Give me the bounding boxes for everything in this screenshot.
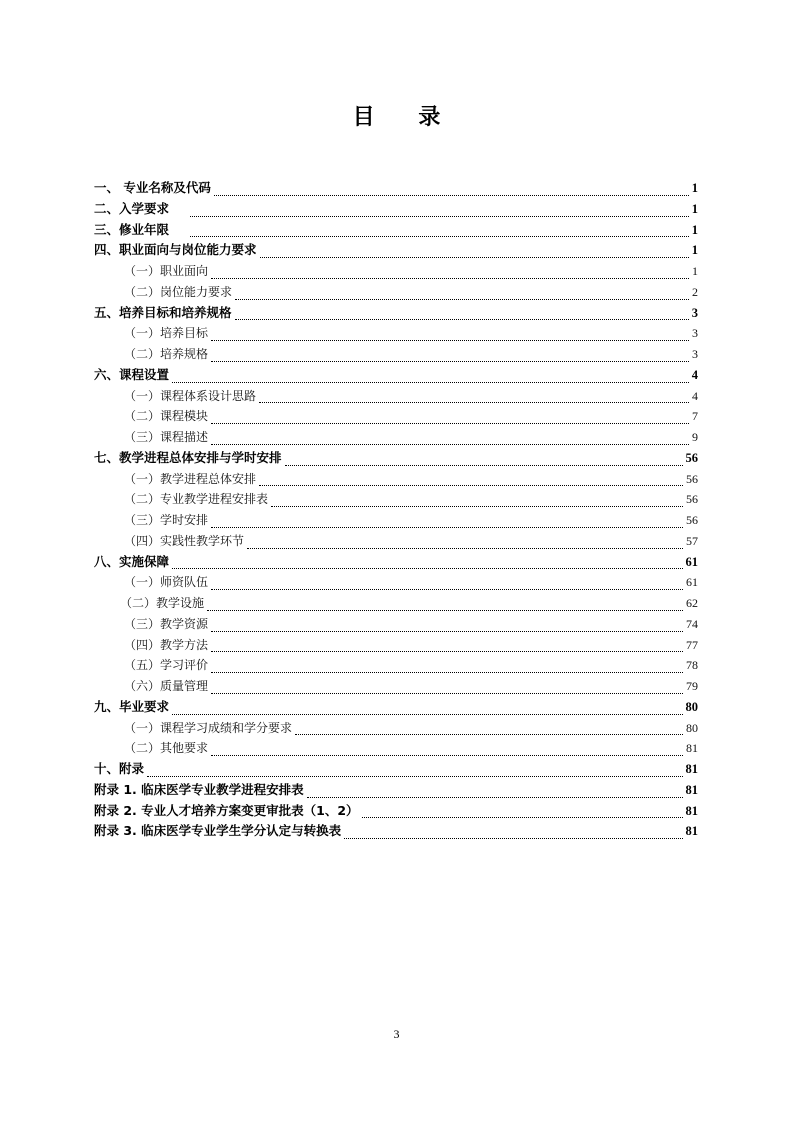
toc-dot-leader xyxy=(147,776,682,777)
toc-entry-section[interactable] xyxy=(94,552,698,573)
toc-entry-subsection[interactable] xyxy=(94,261,698,282)
toc-entry-section[interactable] xyxy=(94,303,698,324)
toc-entry-section[interactable] xyxy=(94,365,698,386)
toc-entry-page: 1 xyxy=(691,201,698,216)
toc-entry-page: 1 xyxy=(691,222,698,237)
toc-entry-page: 57 xyxy=(686,533,698,548)
page-title: 目 录 xyxy=(352,105,459,130)
toc-entry-label: 三、修业年限 xyxy=(94,221,170,237)
toc-entry-label: （四）教学方法 xyxy=(124,637,209,652)
toc-entry-page: 56 xyxy=(685,450,698,465)
toc-entry-page: 61 xyxy=(685,554,698,569)
toc-entry-subsection[interactable] xyxy=(94,344,698,365)
toc-entry-subsection[interactable] xyxy=(94,510,698,531)
toc-entry-label: （一）培养目标 xyxy=(124,326,209,341)
toc-entry-label: （二）课程模块 xyxy=(124,409,209,424)
toc-entry-label: （一）师资队伍 xyxy=(124,575,209,590)
toc-entry-page: 2 xyxy=(692,284,698,299)
toc-entry-label: 六、课程设置 xyxy=(94,366,170,382)
toc-entry-label: 九、毕业要求 xyxy=(94,698,170,714)
toc-dot-leader xyxy=(362,817,683,818)
toc-dot-leader xyxy=(211,755,683,756)
toc-entry-section[interactable] xyxy=(94,240,698,261)
toc-entry-label: （一）课程体系设计思路 xyxy=(124,388,257,403)
toc-dot-leader xyxy=(235,319,689,320)
toc-entry-page: 3 xyxy=(692,326,698,341)
toc-entry-label: （一）课程学习成绩和学分要求 xyxy=(124,720,293,735)
toc-entry-subsection[interactable] xyxy=(94,614,698,635)
toc-entry-section[interactable] xyxy=(94,697,698,718)
toc-entry-subsection[interactable] xyxy=(94,655,698,676)
toc-entry-subsection[interactable] xyxy=(94,406,698,427)
toc-dot-leader xyxy=(172,382,689,383)
toc-entry-page: 56 xyxy=(686,513,698,527)
toc-dot-leader xyxy=(235,299,689,300)
toc-entry-label: 二、入学要求 xyxy=(94,200,170,216)
toc-entry-page: 61 xyxy=(686,575,698,590)
toc-dot-leader xyxy=(285,465,683,466)
toc-entry-label: （二）教学设施 xyxy=(120,596,205,610)
toc-entry-label: 附录 2. 专业人才培养方案变更审批表（1、2） xyxy=(94,802,359,818)
toc-entry-label: （一）教学进程总体安排 xyxy=(124,471,257,486)
toc-entry-page: 81 xyxy=(685,762,698,776)
toc-entry-section[interactable] xyxy=(94,780,698,801)
toc-entry-label: （三）教学资源 xyxy=(124,616,209,631)
toc-dot-leader xyxy=(207,610,683,611)
page-number: 3 xyxy=(393,1027,400,1041)
toc-entry-label: （二）专业教学进程安排表 xyxy=(124,492,269,507)
toc-entry-page: 80 xyxy=(685,699,698,714)
toc-entry-subsection[interactable] xyxy=(94,489,698,510)
toc-entry-page: 1 xyxy=(692,264,698,278)
toc-dot-leader xyxy=(190,236,689,237)
toc-dot-leader xyxy=(190,216,689,217)
toc-entry-subsection[interactable] xyxy=(94,738,698,759)
toc-entry-label: （二）培养规格 xyxy=(124,347,209,361)
toc-dot-leader xyxy=(172,568,682,569)
toc-entry-page: 7 xyxy=(692,409,698,424)
toc-entry-section[interactable] xyxy=(94,801,698,822)
toc-dot-leader xyxy=(295,734,683,735)
toc-entry-label: 八、实施保障 xyxy=(94,553,170,569)
toc-entry-label: 十、附录 xyxy=(94,761,145,776)
toc-entry-subsection[interactable] xyxy=(94,323,698,344)
toc-entry-label: （三）课程描述 xyxy=(124,430,209,444)
toc-entry-section[interactable] xyxy=(94,448,698,469)
toc-entry-label: 四、职业面向与岗位能力要求 xyxy=(94,242,257,258)
toc-entry-page: 78 xyxy=(686,658,698,673)
toc-entry-subsection[interactable] xyxy=(94,469,698,490)
toc-entry-subsection[interactable] xyxy=(94,593,698,614)
toc-entry-page: 62 xyxy=(686,596,698,610)
toc-entry-label: （二）岗位能力要求 xyxy=(124,284,233,299)
toc-entry-label: （五）学习评价 xyxy=(124,658,209,673)
toc-dot-leader xyxy=(211,423,689,424)
toc-entry-section[interactable] xyxy=(94,199,698,220)
toc-entry-page: 81 xyxy=(685,824,698,839)
toc-entry-page: 4 xyxy=(691,367,698,382)
toc-entry-label: （六）质量管理 xyxy=(124,679,209,693)
toc-entry-page: 77 xyxy=(686,637,698,652)
toc-entry-page: 81 xyxy=(686,741,698,756)
toc-dot-leader xyxy=(211,651,683,652)
toc-entry-section[interactable] xyxy=(94,821,698,842)
toc-entry-section[interactable] xyxy=(94,220,698,241)
toc-entry-page: 3 xyxy=(691,305,698,320)
toc-entry-section[interactable] xyxy=(94,178,698,199)
toc-entry-subsection[interactable] xyxy=(94,386,698,407)
toc-entry-subsection[interactable] xyxy=(94,676,698,697)
toc-entry-page: 9 xyxy=(692,430,698,444)
toc-dot-leader xyxy=(211,444,689,445)
toc-entry-label: 一、 专业名称及代码 xyxy=(94,180,211,195)
toc-entry-subsection[interactable] xyxy=(94,718,698,739)
toc-dot-leader xyxy=(211,527,683,528)
toc-dot-leader xyxy=(211,340,689,341)
toc-entry-page: 56 xyxy=(686,492,698,507)
toc-entry-label: 七、教学进程总体安排与学时安排 xyxy=(94,449,282,465)
toc-entry-page: 1 xyxy=(691,243,698,258)
toc-dot-leader xyxy=(260,257,689,258)
toc-dot-leader xyxy=(247,548,683,549)
toc-entry-label: （三）学时安排 xyxy=(124,513,209,527)
toc-dot-leader xyxy=(211,693,683,694)
toc-dot-leader xyxy=(211,672,683,673)
toc-entry-subsection[interactable] xyxy=(94,282,698,303)
toc-dot-leader xyxy=(211,589,683,590)
toc-dot-leader xyxy=(211,631,683,632)
toc-entry-page: 81 xyxy=(685,782,698,797)
toc-dot-leader xyxy=(259,402,689,403)
toc-dot-leader xyxy=(172,714,682,715)
toc-entry-subsection[interactable] xyxy=(94,427,698,448)
toc-dot-leader xyxy=(214,195,689,196)
toc-entry-page: 1 xyxy=(691,181,698,195)
toc-entry-page: 4 xyxy=(692,388,698,403)
toc-dot-leader xyxy=(211,278,689,279)
toc-entry-label: 附录 1. 临床医学专业教学进程安排表 xyxy=(94,781,304,797)
table-of-contents xyxy=(94,178,698,842)
toc-entry-page: 3 xyxy=(692,347,698,361)
toc-entry-subsection[interactable] xyxy=(94,572,698,593)
toc-dot-leader xyxy=(211,361,689,362)
toc-dot-leader xyxy=(271,506,683,507)
toc-entry-page: 79 xyxy=(686,679,698,693)
toc-entry-label: （一）职业面向 xyxy=(124,264,209,278)
toc-entry-page: 80 xyxy=(686,720,698,735)
toc-entry-label: 五、培养目标和培养规格 xyxy=(94,304,232,320)
toc-entry-label: （二）其他要求 xyxy=(124,741,209,756)
toc-entry-page: 81 xyxy=(685,803,698,818)
toc-entry-label: 附录 3. 临床医学专业学生学分认定与转换表 xyxy=(94,823,342,839)
toc-dot-leader xyxy=(344,838,682,839)
toc-entry-subsection[interactable] xyxy=(94,531,698,552)
toc-entry-page: 56 xyxy=(686,471,698,486)
toc-dot-leader xyxy=(259,485,683,486)
toc-entry-section[interactable] xyxy=(94,759,698,780)
toc-entry-page: 74 xyxy=(686,616,698,631)
toc-dot-leader xyxy=(307,797,683,798)
toc-entry-label: （四）实践性教学环节 xyxy=(124,533,245,548)
toc-entry-subsection[interactable] xyxy=(94,635,698,656)
